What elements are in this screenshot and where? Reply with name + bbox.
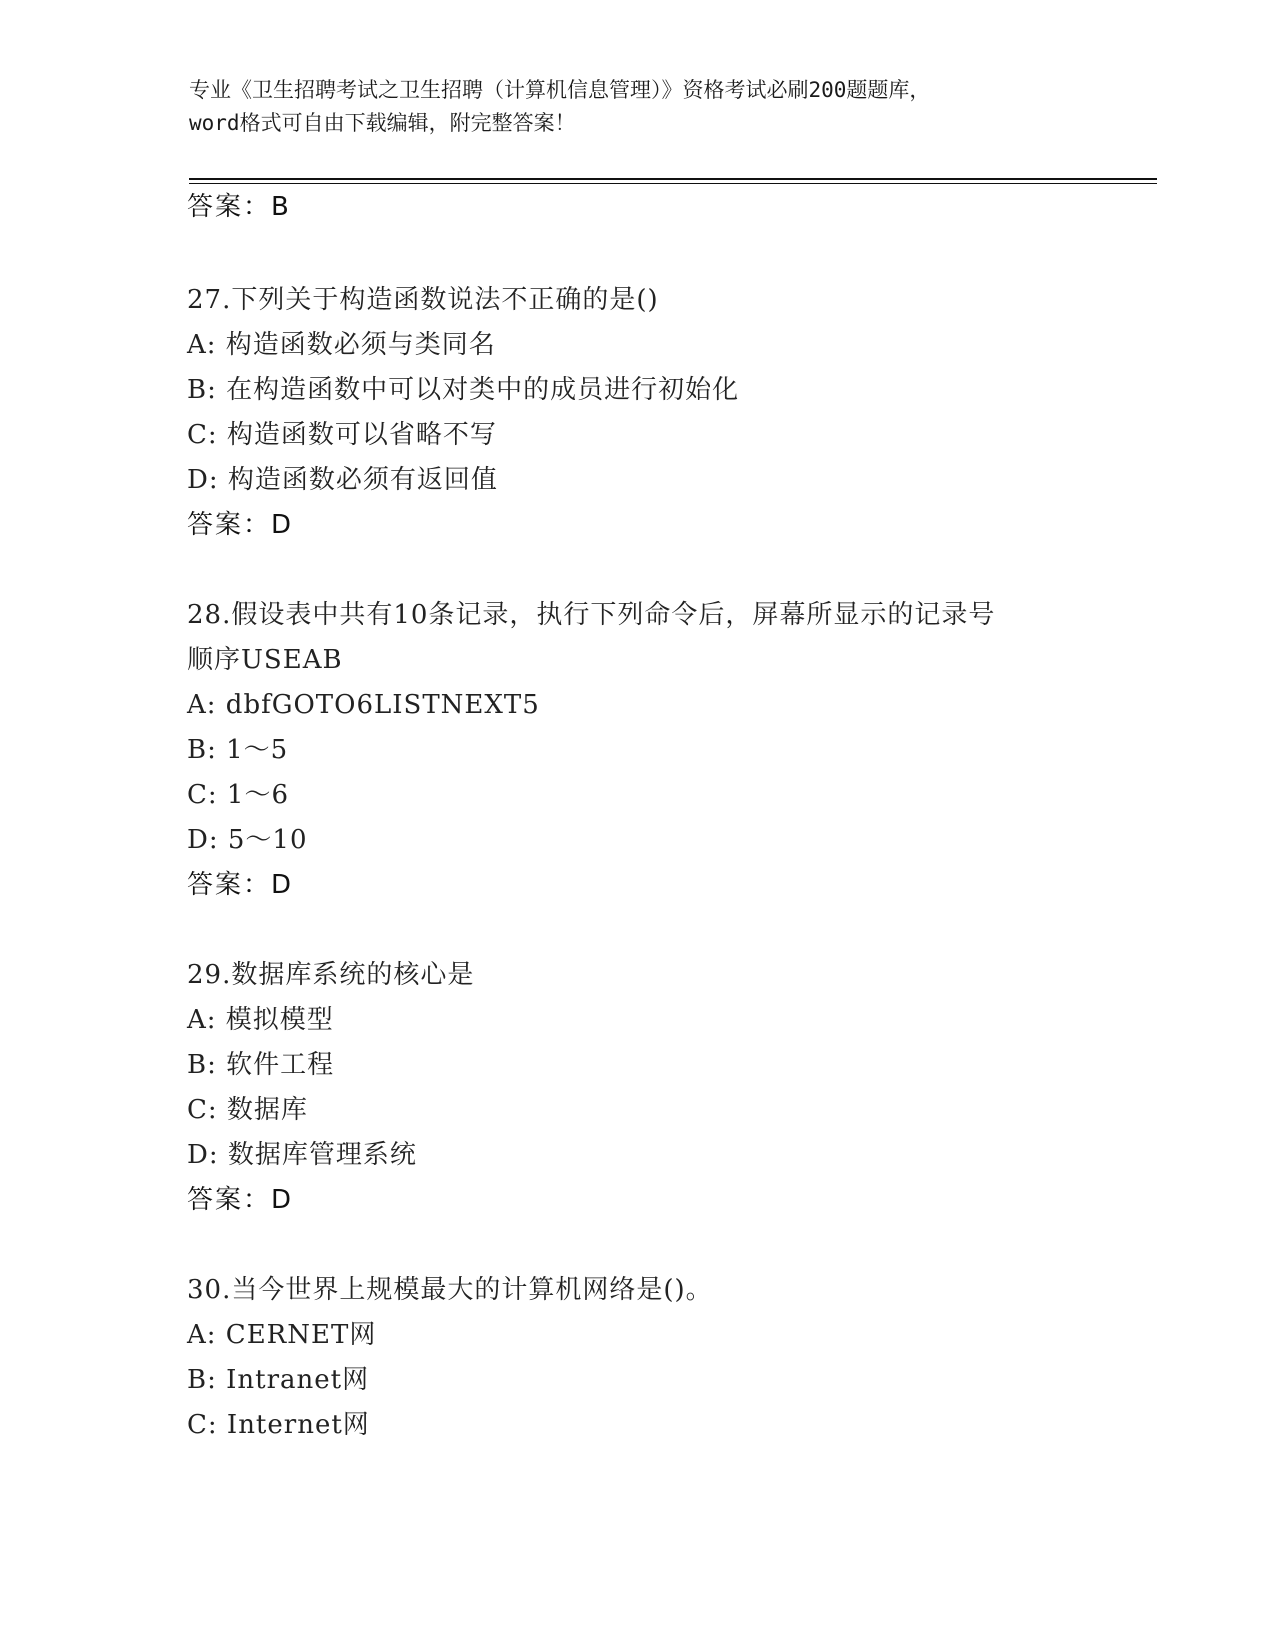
option-29-c: C: 数据库: [187, 1095, 308, 1125]
option-30-a: A: CERNET网: [187, 1320, 377, 1350]
option-29-b: B: 软件工程: [187, 1050, 335, 1080]
question-29: 29.数据库系统的核心是: [187, 960, 475, 990]
option-28-a: A: dbfGOTO6LISTNEXT5: [187, 690, 540, 720]
option-28-c: C: 1～6: [187, 780, 290, 810]
document-header: [189, 74, 1089, 140]
header-line-2: word格式可自由下载编辑，附完整答案！: [189, 111, 576, 135]
question-30: 30.当今世界上规模最大的计算机网络是()。: [187, 1275, 713, 1305]
question-28-line-2: 顺序USEAB: [187, 645, 343, 675]
option-30-b: B: Intranet网: [187, 1365, 370, 1395]
header-divider-thick: [189, 178, 1157, 180]
option-28-b: B: 1～5: [187, 735, 289, 765]
header-divider-thin: [189, 183, 1157, 184]
option-28-d: D: 5～10: [187, 825, 308, 855]
answer-26: 答案：B: [187, 192, 291, 222]
option-30-c: C: Internet网: [187, 1410, 370, 1440]
answer-27: 答案：D: [187, 510, 294, 540]
option-29-d: D: 数据库管理系统: [187, 1140, 417, 1170]
option-29-a: A: 模拟模型: [187, 1005, 334, 1035]
question-27: 27.下列关于构造函数说法不正确的是(): [187, 285, 659, 315]
option-27-b: B: 在构造函数中可以对类中的成员进行初始化: [187, 375, 740, 405]
option-27-c: C: 构造函数可以省略不写: [187, 420, 497, 450]
answer-28: 答案：D: [187, 870, 294, 900]
answer-29: 答案：D: [187, 1185, 294, 1215]
question-28-line-1: 28.假设表中共有10条记录，执行下列命令后，屏幕所显示的记录号: [187, 600, 996, 630]
header-line-1: 专业《卫生招聘考试之卫生招聘（计算机信息管理）》资格考试必刷200题题库，: [189, 78, 931, 102]
option-27-d: D: 构造函数必须有返回值: [187, 465, 498, 495]
option-27-a: A: 构造函数必须与类同名: [187, 330, 496, 360]
